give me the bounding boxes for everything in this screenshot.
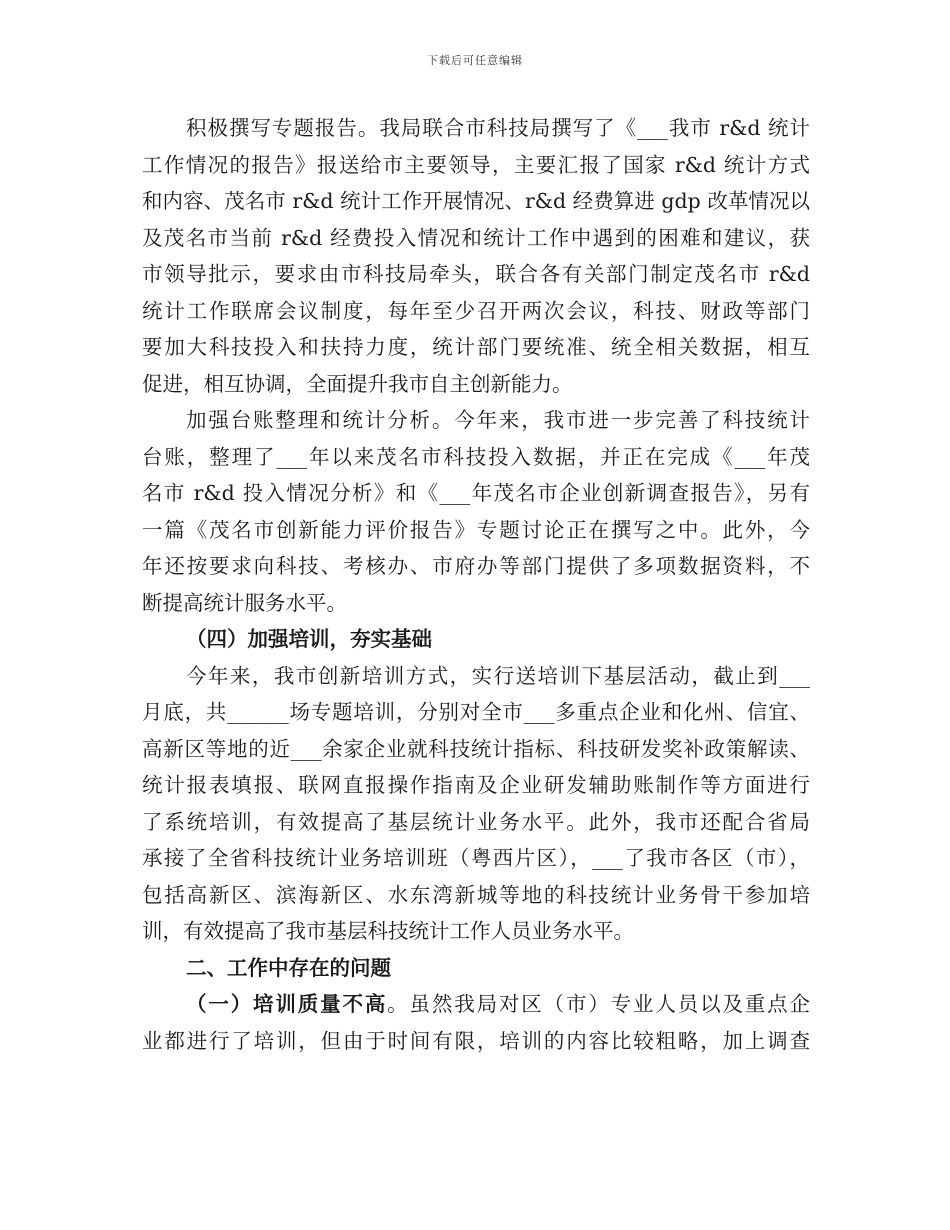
text-line: 市领导批示，要求由市科技局牵头，联合各有关部门制定茂名市 r&d: [142, 262, 810, 286]
text-line: 工作情况的报告》报送给市主要领导，主要汇报了国家 r&d 统计方式: [142, 152, 810, 177]
text-line: 月底，共______场专题培训，分别对全市___多重点企业和化州、信宜、: [142, 700, 810, 724]
section-heading-problems: 二、工作中存在的问题: [186, 955, 391, 980]
text-line: 和内容、茂名市 r&d 统计工作开展情况、r&d 经费算进 gdp 改革情况以: [142, 189, 810, 213]
text-line: 包括高新区、滨海新区、水东湾新城等地的科技统计业务骨干参加培: [142, 882, 810, 907]
text-line: 名市 r&d 投入情况分析》和《___年茂名市企业创新调查报告》，另有: [142, 481, 810, 505]
paragraph-rd-report: [142, 110, 810, 402]
text-line: 训，有效提高了我市基层科技统计工作人员业务水平。: [142, 919, 634, 943]
text-line: 高新区等地的近___余家企业就科技统计指标、科技研发奖补政策解读、: [142, 736, 810, 761]
text-line: 业都进行了培训，但由于时间有限，培训的内容比较粗略，加上调查: [142, 1028, 810, 1053]
text-line: 台账，整理了___年以来茂名市科技投入数据，并正在完成《___年茂: [142, 444, 810, 469]
bold-lead: （一）培训质量不高: [186, 992, 388, 1016]
text-line: [142, 986, 810, 1023]
page-header: 下载后可任意编辑: [427, 54, 523, 67]
text-line: 统计工作联席会议制度，每年至少召开两次会议，科技、财政等部门: [142, 298, 810, 323]
text-line: 加强台账整理和统计分析。今年来，我市进一步完善了科技统计: [186, 408, 810, 432]
text-line: 积极撰写专题报告。我局联合市科技局撰写了《___我市 r&d 统计: [186, 116, 810, 140]
text-line: 年还按要求向科技、考核办、市府办等部门提供了多项数据资料，不: [142, 554, 810, 578]
paragraph-training-quality: [142, 986, 810, 1059]
text-line: 承接了全省科技统计业务培训班（粤西片区），___了我市各区（市），: [142, 846, 810, 870]
document-body: [142, 110, 810, 1059]
text-line: 一篇《茂名市创新能力评价报告》专题讨论正在撰写之中。此外，今: [142, 517, 810, 542]
paragraph-training: [142, 658, 810, 950]
text-line: 及茂名市当前 r&d 经费投入情况和统计工作中遇到的困难和建议，获: [142, 225, 810, 250]
text-line: 今年来，我市创新培训方式，实行送培训下基层活动，截止到___: [186, 663, 810, 688]
text-line: 促进，相互协调，全面提升我市自主创新能力。: [142, 371, 573, 396]
text-line: 断提高统计服务水平。: [142, 590, 347, 615]
text-line: 要加大科技投入和扶持力度，统计部门要统准、统全相关数据，相互: [142, 335, 810, 359]
text-line: 了系统培训，有效提高了基层统计业务水平。此外，我市还配合省局: [142, 809, 810, 834]
text-line: 统计报表填报、联网直报操作指南及企业研发辅助账制作等方面进行: [142, 773, 810, 797]
section-heading-training: （四）加强培训，夯实基础: [186, 627, 432, 651]
text-span: 。虽然我局对区（市）专业人员以及重点企: [387, 992, 810, 1016]
paragraph-ledger-analysis: [142, 402, 810, 621]
